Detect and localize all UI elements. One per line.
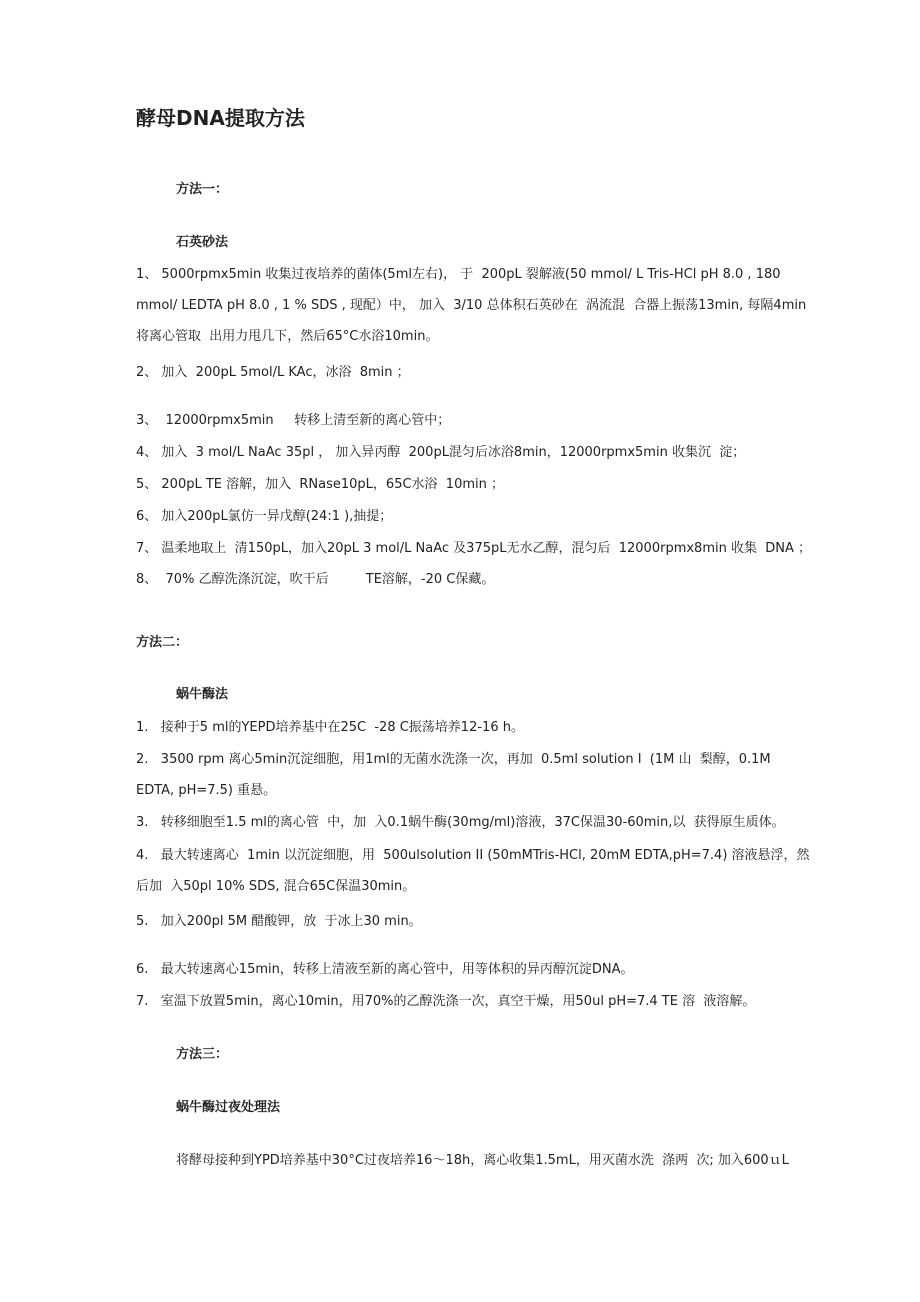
method2-step5: 5. 加入200pl 5M 醋酸钾，放 于冰上30 min。: [136, 914, 422, 929]
method2-step7: 7. 室温下放置5min，离心10min，用70%的乙醇洗涤一次，真空干燥，用50ul pH=7.4 TE 溶 液溶解。: [136, 994, 756, 1009]
method2-step3: 3. 转移细胞至1.5 ml的离心管 中，加 入0.1蜗牛酶(30mg/ml)溶液，37C保温30-60min,以 获得原生质体。: [136, 815, 785, 830]
method2-step1: 1. 接种于5 ml的YEPD培养基中在25C -28 C振荡培养12-16 h。: [136, 720, 524, 735]
method1-heading: 方法一：: [176, 182, 229, 197]
method2-step2-line2: EDTA, pH=7.5) 重悬。: [136, 783, 277, 798]
method2-subheading: 蜗牛酶法: [176, 687, 229, 702]
document-title: 酵母DNA提取方法: [136, 106, 305, 130]
method1-step4: 4、 加入 3 mol/L NaAc 35pl ， 加入异丙醇 200pL混匀后冰浴8min，12000rpmx5min 收集沉 淀；: [136, 445, 746, 460]
method1-step2: 2、 加入 200pL 5mol/L KAc，冰浴 8min ；: [136, 365, 410, 380]
method2-step4-line2: 后加 入50pl 10% SDS, 混合65C保温30min。: [136, 879, 416, 894]
method2-step2-line1: 2. 3500 rpm 离心5min沉淀细胞，用1ml的无菌水洗涤一次，再加 0.5ml solution I (1M 山 梨醇，0.1M: [136, 752, 771, 767]
method1-step7: 7、 温柔地取上 清150pL，加入20pL 3 mol/L NaAc 及375pL无水乙醇，混匀后 12000rpmx8min 收集 DNA ；: [136, 541, 811, 556]
method1-step6: 6、 加入200pL氯仿一异戊醇(24:1 ),抽提；: [136, 509, 393, 524]
method2-step4-line1: 4. 最大转速离心 1min 以沉淀细胞，用 500ulsolution II (50mMTris-HCl, 20mM EDTA,pH=7.4) 溶液悬浮，然: [136, 848, 810, 863]
method2-heading: 方法二：: [136, 635, 189, 650]
method3-subheading: 蜗牛酶过夜处理法: [176, 1100, 281, 1115]
method1-subheading: 石英砂法: [176, 235, 229, 250]
method3-paragraph: 将酵母接种到YPD培养基中30°C过夜培养16～18h，离心收集1.5mL，用灭菌水洗 涤两 次; 加入600ｕL: [176, 1153, 789, 1168]
method1-step1-line3: 将离心管取 出用力甩几下，然后65°C水浴10min。: [136, 329, 439, 344]
method1-step3: 3、 12000rpmx5min 转移上清至新的离心管中；: [136, 413, 451, 428]
method1-step5: 5、 200pL TE 溶解，加入 RNase10pL，65C水浴 10min ；: [136, 477, 504, 492]
method2-step6: 6. 最大转速离心15min，转移上清液至新的离心管中，用等体积的异丙醇沉淀DNA。: [136, 962, 634, 977]
method1-step1-line1: 1、 5000rpmx5min 收集过夜培养的菌体(5ml左右)， 于 200pL 裂解液(50 mmol/ L Tris-HCl pH 8.0 , 180: [136, 267, 781, 282]
method3-heading: 方法三：: [176, 1047, 229, 1062]
method1-step1-line2: mmol/ LEDTA pH 8.0 , 1 % SDS , 现配）中， 加入 3/10 总体积石英砂在 涡流混 合器上振荡13min, 每隔4min: [136, 298, 807, 313]
method1-step8: 8、 70% 乙醇洗涤沉淀，吹干后 TE溶解，-20 C保藏。: [136, 572, 495, 587]
